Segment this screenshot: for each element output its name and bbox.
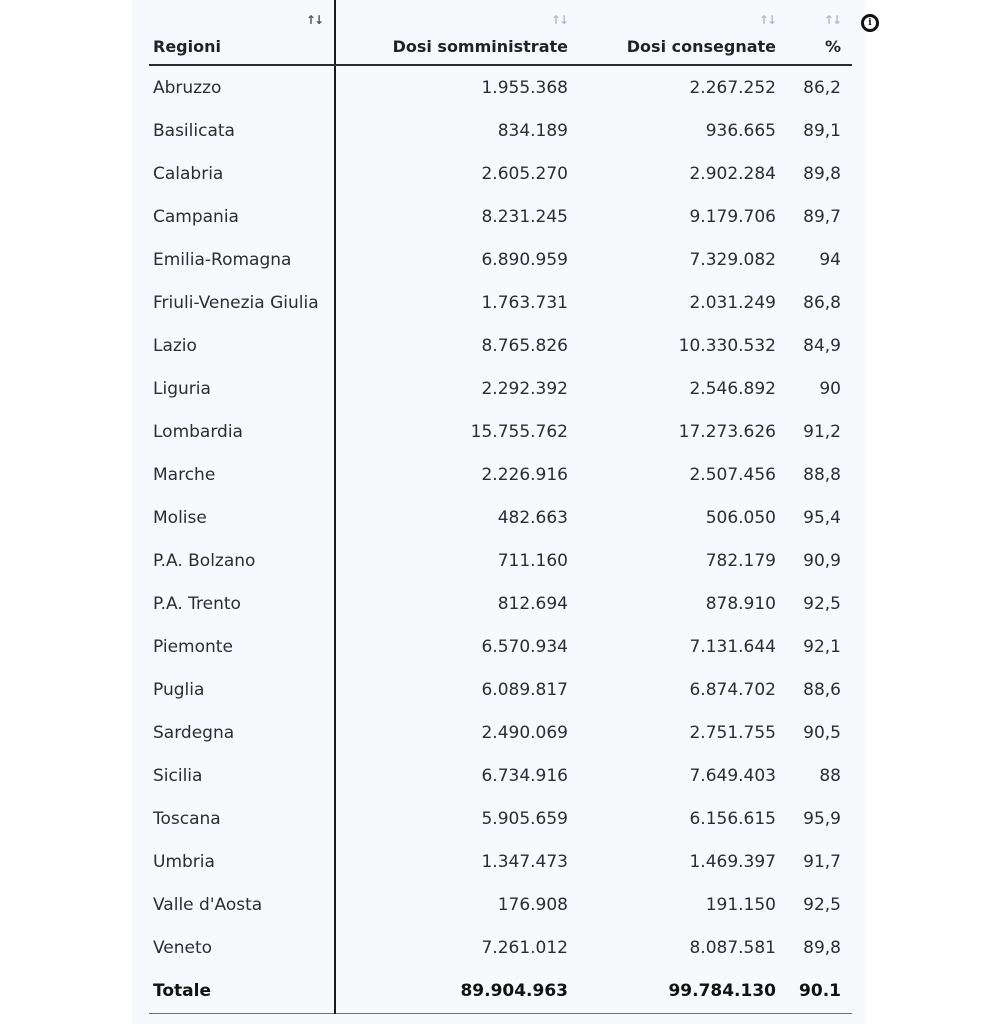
region-cell: P.A. Bolzano [149,539,335,582]
percent-cell: 86,2 [803,77,841,98]
total-delivered-cell: 99.784.130 [579,969,787,1014]
total-administered-cell: 89.904.963 [335,969,579,1014]
table-row [149,281,852,324]
column-header-percent[interactable] [787,0,852,65]
administered-cell: 5.905.659 [481,808,568,829]
percent-cell: 88,8 [803,464,841,485]
percent-cell: 89,1 [803,120,841,141]
column-header-label: % [824,37,841,56]
delivered-cell: 936.665 [705,120,776,141]
percent-cell: 89,7 [803,206,841,227]
total-label-cell: Totale [149,969,335,1014]
administered-cell: 7.261.012 [481,937,568,958]
delivered-cell: 782.179 [705,550,776,571]
administered-cell: 2.292.392 [481,378,568,399]
total-row [149,969,852,1014]
administered-cell: 176.908 [497,894,568,915]
administered-cell: 8.231.245 [481,206,568,227]
administered-cell: 1.347.473 [481,851,568,872]
region-cell: Emilia-Romagna [149,238,335,281]
percent-cell: 91,2 [803,421,841,442]
table-row [149,152,852,195]
total-percent-cell: 90.1 [787,969,852,1014]
table-row [149,883,852,926]
region-cell: Veneto [149,926,335,969]
region-cell: Sicilia [149,754,335,797]
region-cell: Calabria [149,152,335,195]
region-cell: Lazio [149,324,335,367]
table-row [149,797,852,840]
percent-cell: 89,8 [803,163,841,184]
delivered-cell: 191.150 [705,894,776,915]
delivered-cell: 878.910 [705,593,776,614]
table-row [149,410,852,453]
percent-cell: 92,5 [803,593,841,614]
delivered-cell: 8.087.581 [689,937,776,958]
percent-cell: 91,7 [803,851,841,872]
percent-cell: 84,9 [803,335,841,356]
delivered-cell: 2.546.892 [689,378,776,399]
region-cell: Marche [149,453,335,496]
column-header-label: Dosi consegnate [626,37,776,56]
table-row [149,195,852,238]
delivered-cell: 7.329.082 [689,249,776,270]
delivered-cell: 17.273.626 [678,421,776,442]
delivered-cell: 6.874.702 [689,679,776,700]
vaccine-doses-table-container [149,0,852,1014]
percent-cell: 92,5 [803,894,841,915]
administered-cell: 6.570.934 [481,636,568,657]
column-header-dosi-somministrate[interactable] [335,0,579,65]
administered-cell: 1.763.731 [481,292,568,313]
administered-cell: 2.605.270 [481,163,568,184]
administered-cell: 6.734.916 [481,765,568,786]
delivered-cell: 10.330.532 [678,335,776,356]
table-row [149,453,852,496]
administered-cell: 1.955.368 [481,77,568,98]
table-row [149,668,852,711]
sort-arrows-icon[interactable]: ↑↓ [823,13,840,27]
table-row [149,109,852,152]
table-row [149,754,852,797]
region-cell: Basilicata [149,109,335,152]
header-row [149,0,852,65]
column-header-dosi-consegnate[interactable] [579,0,787,65]
table-row [149,582,852,625]
delivered-cell: 6.156.615 [689,808,776,829]
sort-arrows-icon[interactable]: ↑↓ [758,13,775,27]
delivered-cell: 2.031.249 [689,292,776,313]
region-cell: Toscana [149,797,335,840]
table-row [149,65,852,109]
column-header-label: Dosi somministrate [392,37,568,56]
percent-cell: 92,1 [803,636,841,657]
percent-cell: 90 [819,378,841,399]
administered-cell: 482.663 [497,507,568,528]
administered-cell: 834.189 [497,120,568,141]
percent-cell: 95,4 [803,507,841,528]
table-row [149,711,852,754]
table-row [149,625,852,668]
region-cell: Piemonte [149,625,335,668]
column-header-label: Regioni [153,37,221,56]
delivered-cell: 506.050 [705,507,776,528]
table-row [149,324,852,367]
percent-cell: 95,9 [803,808,841,829]
administered-cell: 812.694 [497,593,568,614]
region-cell: Liguria [149,367,335,410]
column-header-regioni[interactable] [149,0,335,65]
sort-arrows-icon[interactable]: ↑↓ [305,13,322,27]
percent-cell: 94 [819,249,841,270]
percent-cell: 90,5 [803,722,841,743]
sort-arrows-icon[interactable]: ↑↓ [550,13,567,27]
table-row [149,539,852,582]
administered-cell: 15.755.762 [470,421,568,442]
region-cell: Puglia [149,668,335,711]
percent-cell: 86,8 [803,292,841,313]
region-cell: Umbria [149,840,335,883]
region-cell: P.A. Trento [149,582,335,625]
delivered-cell: 2.507.456 [689,464,776,485]
region-cell: Friuli-Venezia Giulia [149,281,335,324]
administered-cell: 711.160 [497,550,568,571]
delivered-cell: 7.131.644 [689,636,776,657]
administered-cell: 8.765.826 [481,335,568,356]
percent-cell: 88 [819,765,841,786]
info-icon[interactable]: i [861,14,879,32]
delivered-cell: 2.902.284 [689,163,776,184]
table-row [149,840,852,883]
administered-cell: 2.490.069 [481,722,568,743]
percent-cell: 88,6 [803,679,841,700]
percent-cell: 90,9 [803,550,841,571]
table-row [149,926,852,969]
table-header [149,0,852,65]
region-cell: Lombardia [149,410,335,453]
percent-cell: 89,8 [803,937,841,958]
administered-cell: 6.890.959 [481,249,568,270]
delivered-cell: 7.649.403 [689,765,776,786]
table-row [149,367,852,410]
region-cell: Valle d'Aosta [149,883,335,926]
table-row [149,496,852,539]
administered-cell: 6.089.817 [481,679,568,700]
vaccine-doses-table [149,0,852,1014]
delivered-cell: 1.469.397 [689,851,776,872]
region-cell: Sardegna [149,711,335,754]
region-cell: Abruzzo [149,65,335,109]
delivered-cell: 2.267.252 [689,77,776,98]
region-cell: Campania [149,195,335,238]
delivered-cell: 2.751.755 [689,722,776,743]
table-row [149,238,852,281]
delivered-cell: 9.179.706 [689,206,776,227]
table-body [149,65,852,1014]
region-cell: Molise [149,496,335,539]
administered-cell: 2.226.916 [481,464,568,485]
